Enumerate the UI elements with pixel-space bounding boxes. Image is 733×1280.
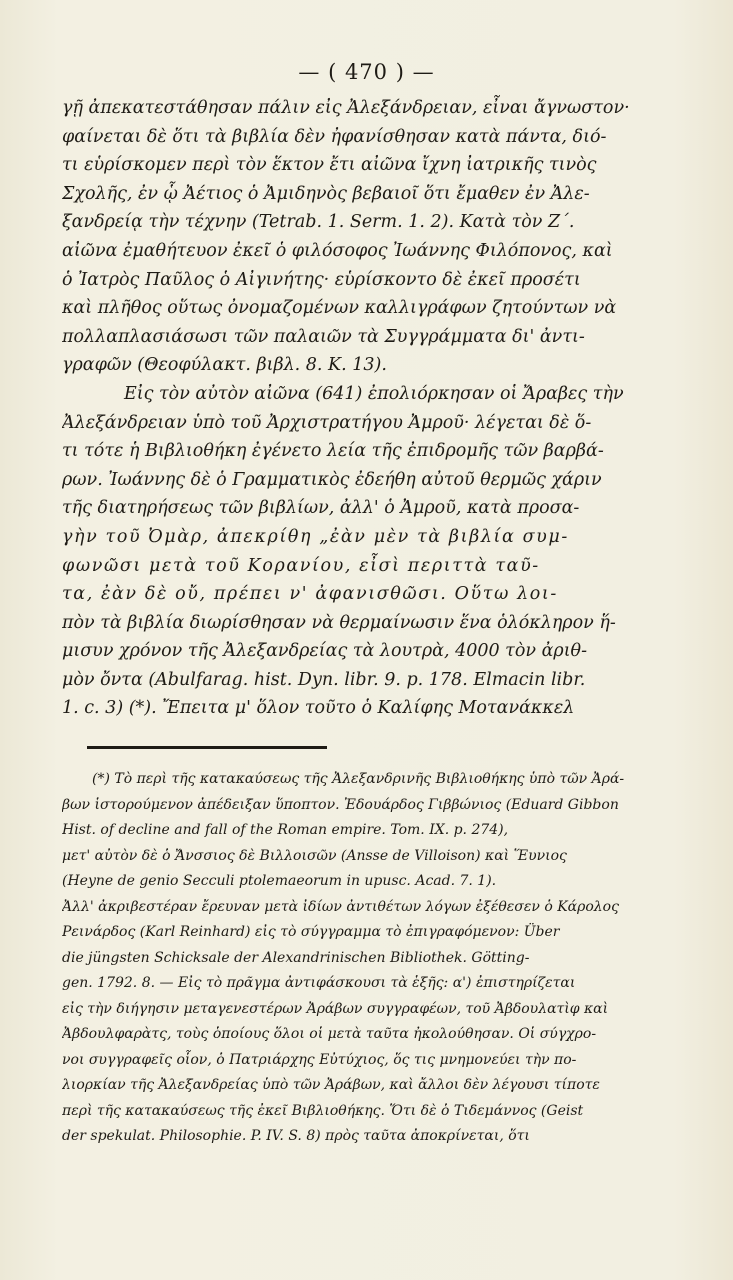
quote-line: φωνῶσι μετὰ τοῦ Κορανίου, εἶσὶ περιττὰ ταῦ-	[62, 555, 540, 576]
text-line: φαίνεται δὲ ὅτι τὰ βιβλία δὲν ἠφανίσθησαν κατὰ πάντα, διό-	[62, 126, 607, 147]
quote-line: γὴν τοῦ Ὀμὰρ, ἀπεκρίθη „ἐὰν μὲν τὰ βιβλία συμ-	[62, 526, 569, 547]
text-line: τῆς διατηρήσεως τῶν βιβλίων, ἀλλ' ὁ Ἀμροῦ, κατὰ προσα-	[62, 498, 580, 519]
text-line: τι εὑρίσκομεν περὶ τὸν ἕκτον ἔτι αἰῶνα ἴχνη ἰατρικῆς τινὸς	[62, 155, 597, 176]
footnote-line: Ἀλλ' ἀκριβεστέραν ἔρευναν μετὰ ἰδίων ἀντιθέτων λόγων ἐξέθεσεν ὁ Κάρολος	[62, 898, 619, 915]
page-number: — ( 470 ) —	[298, 60, 435, 84]
text-line: 1. c. 3) (*). Ἔπειτα μ' ὅλον τοῦτο ὁ Καλίφης Μοτανάκκελ	[62, 698, 575, 719]
footnote-line: λιορκίαν τῆς Ἀλεξανδρείας ὑπὸ τῶν Ἀράβων, καὶ ἄλλοι δὲν λέγουσι τίποτε	[62, 1077, 600, 1093]
footnote-line: βων ἱστορούμενον ἀπέδειξαν ὕποπτον. Ἐδουάρδος Γιββώνιος (Eduard Gibbon	[62, 796, 619, 813]
text-line: τι τότε ἡ Βιβλιοθήκη ἐγένετο λεία τῆς ἐπιδρομῆς τῶν βαρβά-	[62, 441, 604, 462]
footnote-line: (*) Τὸ περὶ τῆς κατακαύσεως τῆς Ἀλεξανδρινῆς Βιβλιοθήκης ὑπὸ τῶν Ἀρά-	[92, 771, 625, 787]
text-line: μισυν χρόνον τῆς Ἀλεξανδρείας τὰ λουτρὰ, 4000 τὸν ἀριθ-	[62, 641, 587, 662]
text-line: πὸν τὰ βιβλία διωρίσθησαν νὰ θερμαίνωσιν ἕνα ὁλόκληρον ἥ-	[62, 612, 616, 633]
footnote-line: gen. 1792. 8. — Εἰς τὸ πρᾶγμα ἀντιφάσκουσι τὰ ἑξῆς: α') ἐπιστηρίζεται	[62, 975, 576, 991]
text-line: αἰῶνα ἐμαθήτευον ἐκεῖ ὁ φιλόσοφος Ἰωάννης Φιλόπονος, καὶ	[62, 240, 613, 261]
text-line: πολλαπλασιάσωσι τῶν παλαιῶν τὰ Συγγράμματα δι' ἀντι-	[62, 326, 585, 347]
quote-line: τα, ἐὰν δὲ οὔ, πρέπει ν' ἀφανισθῶσι. Οὕτω λοι-	[62, 584, 558, 605]
footnote-line: νοι συγγραφεῖς οἷον, ὁ Πατριάρχης Εὐτύχιος, ὅς τις μνημονεύει τὴν πο-	[62, 1051, 577, 1068]
footnote-line: Hist. of decline and fall of the Roman empire. Tom. IX. p. 274),	[62, 822, 509, 838]
footnote-divider	[87, 746, 327, 749]
text-line: γῇ ἀπεκατεστάθησαν πάλιν εἰς Ἀλεξάνδρειαν, εἶναι ἄγνωστον·	[62, 98, 630, 118]
text-line: καὶ πλῆθος οὕτως ὀνομαζομένων καλλιγράφων ζητούντων νὰ	[62, 298, 617, 319]
footnote-line: Ρεινάρδος (Karl Reinhard) εἰς τὸ σύγγραμμα τὸ ἐπιγραφόμενον: Über	[62, 924, 560, 940]
paragraph-start-line: Εἰς τὸν αὐτὸν αἰῶνα (641) ἐπολιόρκησαν οἱ Ἄραβες τὴν	[124, 383, 624, 404]
text-line: Ἀλεξάνδρειαν ὑπὸ τοῦ Ἀρχιστρατήγου Ἀμροῦ· λέγεται δὲ ὅ-	[62, 412, 592, 433]
footnote-line: die jüngsten Schicksale der Alexandrinischen Bibliothek. Götting-	[62, 949, 530, 966]
footnote-block	[62, 767, 707, 1150]
footnote-line: (Heyne de genio Secculi ptolemaeorum in upusc. Acad. 7. 1).	[62, 873, 497, 889]
text-line: γραφῶν (Θεοφύλακτ. βιβλ. 8. Κ. 13).	[62, 355, 387, 376]
footnote-line: εἰς τὴν διήγησιν μεταγενεστέρων Ἀράβων συγγραφέων, τοῦ Ἀβδουλατὶφ καὶ	[62, 1000, 609, 1017]
text-line: Σχολῆς, ἐν ᾧ Ἀέτιος ὁ Ἀμιδηνὸς βεβαιοῖ ὅτι ἔμαθεν ἐν Ἀλε-	[62, 183, 590, 204]
text-line: μὸν ὄντα (Abulfarag. hist. Dyn. libr. 9. p. 178. Elmacin libr.	[62, 669, 586, 690]
text-line: ξανδρείᾳ τὴν τέχνην (Tetrab. 1. Serm. 1. 2). Κατὰ τὸν Ζ΄.	[62, 212, 575, 233]
text-line: ὁ Ἰατρὸς Παῦλος ὁ Αἰγινήτης· εὑρίσκοντο δὲ ἐκεῖ προσέτι	[62, 269, 581, 290]
footnote-line: μετ' αὐτὸν δὲ ὁ Ἄνσσιος δὲ Βιλλοισῶν (Ansse de Villoison) καὶ Ἕυνιος	[62, 847, 567, 864]
footnote-line: der spekulat. Philosophie. P. IV. S. 8) πρὸς ταῦτα ἀποκρίνεται, ὅτι	[62, 1128, 530, 1144]
text-line: ρων. Ἰωάννης δὲ ὁ Γραμματικὸς ἐδεήθη αὐτοῦ θερμῶς χάριν	[62, 469, 602, 490]
footnote-line: περὶ τῆς κατακαύσεως τῆς ἐκεῖ Βιβλιοθήκης. Ὅτι δὲ ὁ Τιδεμάννος (Geist	[62, 1102, 584, 1119]
footnote-line: Ἀβδουλφαρὰτς, τοὺς ὁποίους ὅλοι οἱ μετὰ ταῦτα ἠκολούθησαν. Οἱ σύγχρο-	[62, 1026, 597, 1042]
main-text	[62, 94, 702, 723]
